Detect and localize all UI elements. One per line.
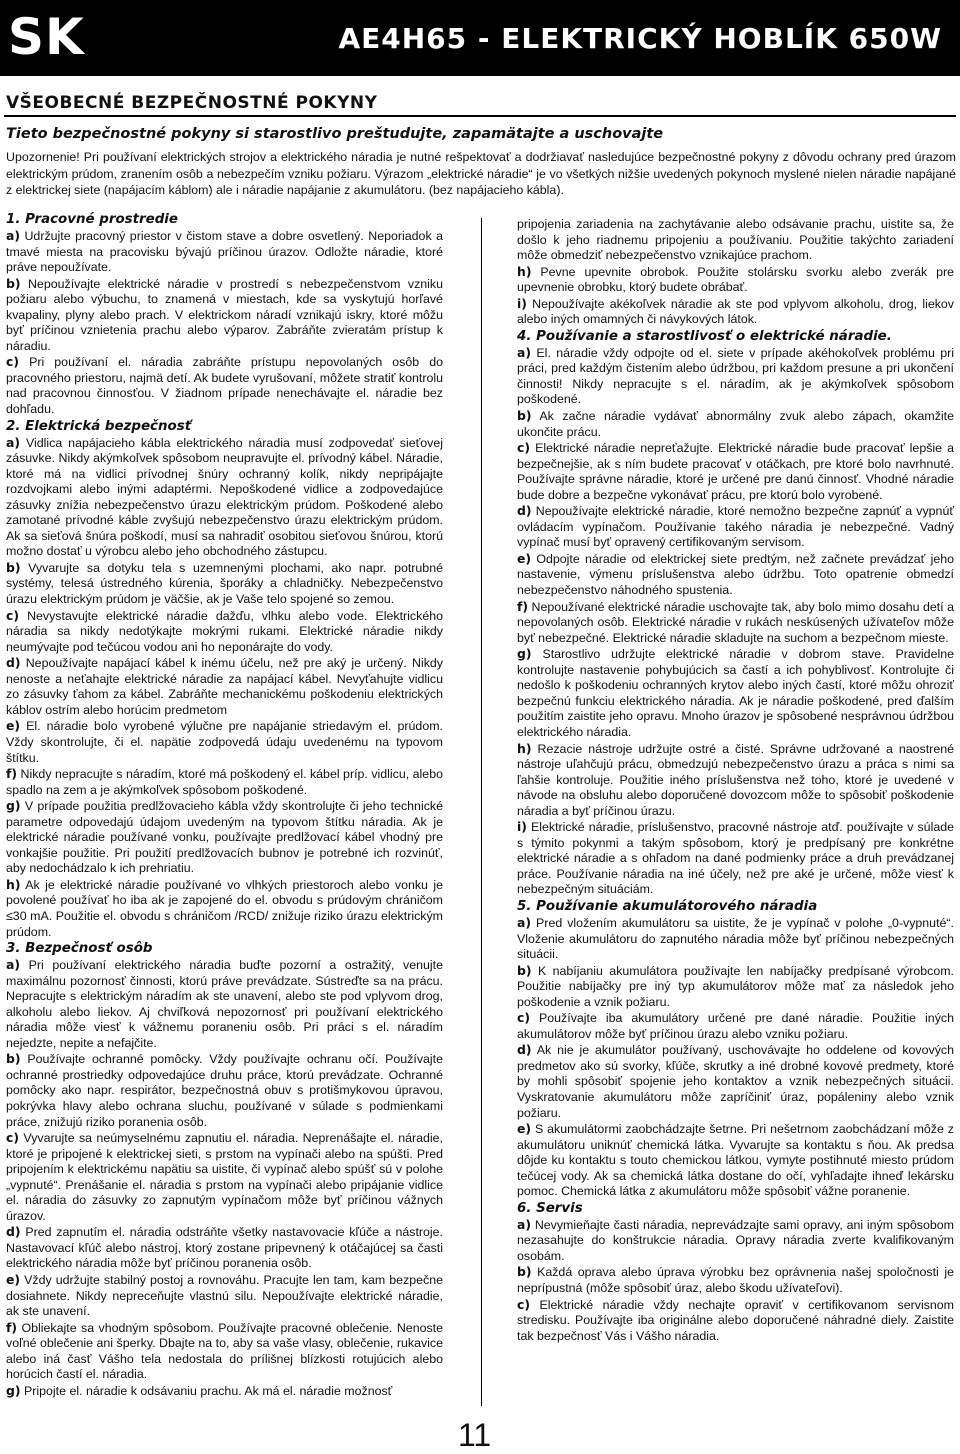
item-marker: b) [517,962,532,978]
item-text: Používajte ochranné pomôcky. Vždy používajte ochranu očí. Používajte ochranné prostriedky odpovedajúce druhu práce, ktorú prevádzate. Ochranné pomôcky ako napr. respirátor, bezpečnostná obuv s protišmykovou úpravou, pokrývka hlavy alebo ochrana sluchu, používané v súlade s podmienkami práce, znižujú riziko poranenia osôb. [6,1052,443,1129]
intro-paragraph: Upozornenie! Pri používaní elektrických strojov a elektrického náradia je nutné rešpektovať a dodržiavať nasledujúce bezpečnostné pokyny z dôvodu ochrany pred úrazom elektrickým prúdom, zranením osôb a nebezpečím vzniku požiaru. Výrazom „elektrické náradie“ je vo všetkých nižšie uvedených pokynoch myslené nielen náradie napájané z elektrickej siete (napájacím káblom) ale i náradie napájanie z akumulátoru. (bez napájacieho kábla). [6,150,956,197]
item-marker: f) [6,766,18,782]
instruction-item [6,560,443,608]
item-marker: g) [6,798,21,814]
instruction-item [517,1217,954,1265]
item-marker: f) [517,598,529,614]
instruction-item [517,963,954,1011]
section-heading: 1. Pracovné prostredie [6,212,178,227]
instruction-item [517,345,954,408]
item-marker: b) [6,1051,21,1067]
item-marker: h) [517,740,532,756]
item-marker: c) [517,1010,531,1026]
instruction-item [6,1130,443,1224]
item-marker: d) [517,1042,532,1058]
instruction-item [517,599,954,647]
item-marker: g) [517,646,532,662]
title-divider [4,115,956,117]
instruction-item [517,1010,954,1042]
item-text: Elektrické náradie nepreťažujte. Elektrické náradie bude pracovať lepšie a bezpečnejšie, ak s ním budete pracovať v otáčkach, pre ktoré bolo navrhnuté. Používajte správne náradie, ktoré je určené pre danú činnosť. Vhodné náradie bude dobre a bezpečne vykonávať prácu, pre ktorú bolo vyrobené. [517,441,954,502]
item-text: Obliekajte sa vhodným spôsobom. Používajte pracovné oblečenie. Nenoste voľné oblečenie ani šperky. Dbajte na to, aby sa vaše vlasy, oblečenie, rukavice alebo iná časť Vášho tela nedostala do prílišnej blízkosti rotujúcich alebo horúcich častí el. náradia. [6,1320,444,1382]
item-marker: e) [6,718,21,734]
item-text: Každá oprava alebo úprava výrobku bez oprávnenia našej spoločnosti je neprípustná (môže spôsobiť úraz, alebo škodu užívateľovi). [517,1265,954,1295]
item-marker: d) [6,655,21,671]
item-text: Pripojte el. náradie k odsávaniu prachu. Ak má el. náradie možnosť [24,1383,393,1398]
item-marker: b) [517,408,532,424]
section-heading: 5. Používanie akumulátorového náradia [517,898,818,914]
item-text: Vyvarujte sa neúmyselnému zapnutiu el. náradia. Neprenášajte el. náradie, ktoré je pripojené k elektrickej sieti, s prstom na vypínači alebo na spúšti. Pred pripojením k elektrickému napätiu sa uistite, či vypínač alebo spúšť sú v polohe „vypnuté“. Prenášanie el. náradia s prstom na vypínači alebo pripájanie vidlice el. náradia do zásuvky zo zapnutým vypínačom môže byť príčinou vážnych úrazov. [6,1131,443,1223]
item-text: Používajte iba akumulátory určené pre dané náradie. Použitie iných akumulátorov môže byť príčinou úrazu alebo vzniku požiaru. [517,1011,954,1041]
instruction-item [6,276,443,355]
item-text: Elektrické náradie vždy nechajte opraviť v certifikovanom servisnom stredisku. Používajte iba originálne alebo doporučené náhradné diely. Zaistite tak bezpečnosť Vás i Vášho náradia. [517,1297,954,1343]
instruction-item [517,503,954,551]
instruction-item [517,264,954,296]
instruction-item [517,1042,954,1121]
item-marker: a) [6,228,21,243]
item-text: Pri používaní el. náradia zabráňte prístupu nepovolaných osôb do pracovného priestoru, najmä detí. Ak budete vyrušovaní, môžete stratiť kontrolu nad pracovnou činnosťou. V žiadnom prípade nenechávajte el. náradie bez dohľadu. [6,355,443,417]
instruction-item [6,1051,443,1130]
section-heading: 2. Elektrická bezpečnosť [6,418,192,434]
instruction-item [517,217,954,264]
item-marker: a) [6,434,21,450]
item-marker: e) [517,1121,532,1137]
item-text: Nepoužívajte elektrické náradie v prostredí s nebezpečenstvom vzniku požiaru alebo výbuchu, to znamená v miestach, kde sa vyskytujú horľavé kvapaliny, plyny alebo prach. V elektrickom náradí vznikajú iskry, ktoré môžu byť príčinou vznietenia prachu alebo výparov. Zabráňte zvieratám prístup k náradiu. [6,276,443,353]
instruction-item [517,1297,954,1345]
instruction-item [517,741,954,820]
item-marker: g) [6,1382,21,1398]
language-code: SK [8,8,85,66]
instruction-item [6,718,443,766]
item-marker: b) [517,1264,532,1280]
item-text: Nevymieňajte časti náradia, neprevádzajte sami opravy, ani iným spôsobom nezasahujte do konštrukcie náradia. Opravy náradia zverte kvalifikovaným osobám. [517,1217,954,1263]
item-marker: b) [6,559,21,575]
item-marker: i) [517,819,527,835]
instruction-item [6,228,443,276]
item-text: pripojenia zariadenia na zachytávanie alebo odsávanie prachu, uistite sa, že došlo k jeho riadnemu pripojeniu a používaniu. Použitie takýchto zariadení môže obmedziť nebezpečenstvo vznikajúce prachom. [517,217,954,263]
item-text: Rezacie nástroje udržujte ostré a čisté. Správne udržované a naostrené nástroje uľahčujú prácu, obmedzujú nebezpečenstvo úrazu a práca s nimi sa ľahšie kontroluje. Použitie iného príslušenstva než toho, ktoré je uvedené v návode na obsluhu alebo doporučené dovozcom môže to spôsobiť poškodenie náradia a byť príčinou úrazu. [517,741,954,818]
item-text: Pri používaní elektrického náradia buďte pozorní a ostražitý, venujte maximálnu pozornosť činnosti, ktorú práve prevádzate. Sústreďte sa na prácu. Nepracujte s elektrickým náradím ak ste unavení, alebo ste pod vplyvom drog, alkoholu alebo liekov. Aj chviľková nepozornosť pri používaní elektrického náradia môže viesť k vážnemu poraneniu osôb. Pri práci s el. náradím nejedzte, nepite a nefajčite. [6,958,443,1050]
product-title: AE4H65 - ELEKTRICKÝ HOBLÍK 650W [338,22,942,55]
instruction-item [517,1264,954,1296]
item-marker: a) [517,1216,532,1232]
item-marker: d) [6,1224,21,1240]
section-heading: 4. Používanie a starostlivosť o elektrické náradie. [517,328,892,344]
item-text: Odpojte náradie od elektrickej siete predtým, než začnete prevádzať jeho nastavenie, výmenu príslušenstva alebo údržbu. Toto opatrenie obmedzí nebezpečenstvo náhodného spustenia. [517,551,954,598]
item-text: Pred zapnutím el. náradia odstráňte všetky nastavovacie kľúče a nástroje. Nastavovací kľúč alebo nástroj, ktorý zostane pripevnený k otáčajúcej sa časti elektrického náradia môže byť príčinou poranenia osôb. [6,1225,443,1271]
section-heading: 3. Bezpečnosť osôb [6,941,153,957]
item-text: K nabíjaniu akumulátora používajte len nabíjačky predpísané výrobcom. Použitie nabíjačky pre iný typ akumulátorov môže mať za následok jeho poškodenie a vznik požiaru. [517,963,954,1009]
item-marker: c) [517,440,531,456]
item-text: Pred vložením akumulátoru sa uistite, že je vypínač v polohe „0-vypnuté“. Vloženie akumulátoru do zapnutého náradia môže byť príčinou nebezpečných situácii. [517,915,954,962]
section-heading: 6. Servis [517,1200,583,1216]
instruction-item [517,408,954,440]
item-marker: d) [517,503,532,519]
instruction-item [6,1224,443,1272]
instruction-item [517,646,954,740]
item-marker: c) [517,1296,531,1312]
item-text: Nikdy nepracujte s náradím, ktoré má poškodený el. kábel príp. vidlicu, alebo spadlo na zem a je akýmkoľvek spôsobom poškodené. [6,767,443,797]
instruction-item [6,766,443,798]
instruction-item [6,1272,443,1320]
item-marker: a) [517,344,532,360]
item-text: Ak začne náradie vydávať abnormálny zvuk alebo zápach, okamžite ukončite prácu. [517,409,954,439]
item-text: El. náradie bolo vyrobené výlučne pre napájanie striedavým el. prúdom. Vždy skontrolujte, či el. napätie zodpovedá údaju uvedenému na typovom štítku. [6,719,443,765]
instruction-item [6,1320,443,1383]
instruction-item [6,877,443,940]
instruction-item [6,435,443,560]
instruction-item [6,798,443,877]
item-marker: a) [517,914,532,930]
item-text: El. náradie vždy odpojte od el. siete v prípade akéhokoľvek problému pri práci, pred každým čistením alebo údržbou, pri každom presune a pri ukončení činnosti! Nikdy nepracujte s el. náradím, ak je akýmkoľvek spôsobom poškodené. [517,345,954,407]
page-header [0,0,960,76]
item-text: Elektrické náradie, príslušenstvo, pracovné nástroje atď. používajte v súlade s týmito pokynmi a takým spôsobom, ktorý je predpísaný pre konkrétne elektrické náradie a s ohľadom na dané podmienky práce a druh prevádzanej práce. Používanie náradia na iné účely, než pre aké je určené, môže viesť k nebezpečným situáciám. [517,820,954,897]
item-text: Udržujte pracovný priestor v čistom stave a dobre osvetlený. Neporiadok a tmavé miesta na pracovisku bývajú príčinou úrazov. Odložte náradie, ktoré práve nepoužívate. [6,229,443,275]
column-divider [481,218,482,1406]
section-subtitle: Tieto bezpečnostné pokyny si starostlivo preštudujte, zapamätajte a uschovajte [6,126,664,142]
item-text: Nepoužívajte akékoľvek náradie ak ste pod vplyvom alkoholu, drog, liekov alebo iných omamných či návykových látok. [517,296,954,327]
left-column [6,211,443,1399]
item-marker: i) [517,295,527,311]
item-marker: e) [517,550,532,566]
item-text: S akumulátormi zaobchádzajte šetrne. Pri nešetrnom zaobchádzaní môže z akumulátoru uniknúť chemická látka. Vyvarujte sa kontaktu s ňou. Ak predsa dôjde ku kontaktu s touto chemickou látkou, vymyte postihnuté miesto prúdom tečúcej vody. Ak sa chemická látka dostane do očí, vyhľadajte ihneď lekársku pomoc. Chemická látka z akumulátoru môže spôsobiť vážne poranenie. [517,1122,954,1199]
item-text: Nepoužívajte napájací kábel k inému účelu, než pre aký je určený. Nikdy nenoste a neťahajte elektrické náradie za napájací kábel. Nevyťahujte vidlicu zo zásuvky ťahom za kábel. Zabráňte mechanickému poškodeniu elektrických káblov ostrím alebo horúcim predmetom [6,656,443,717]
item-text: Pevne upevnite obrobok. Použite stolársku svorku alebo zverák pre upevnenie obrobku, ktorý budete obrábať. [517,264,954,295]
instruction-item [6,655,443,718]
item-marker: c) [6,607,20,623]
item-text: Ak nie je akumulátor používaný, uschovávajte ho oddelene od kovových predmetov ako sú svorky, kľúče, skrutky a iné drobné kovové predmety, ktoré by mohli spôsobiť spojenie jeho kontaktov a vznik nebezpečných situácii. Vyskratovanie akumulátoru môže zapríčiniť úraz, popáleniny alebo vznik požiaru. [517,1043,955,1120]
page-number: 11 [458,1417,492,1453]
instruction-item [517,819,954,898]
instruction-item [517,551,954,599]
item-marker: e) [6,1272,21,1287]
item-text: V prípade použitia predlžovacieho kábla vždy skontrolujte či jeho technické parametre odpovedajú údajom uvedeným na typovom štítku náradia. Ak je elektrické náradie používané vonku, používajte predlžovací kábel vhodný pre vonkajšie použitie. Pri použití predlžovacích bubnov je potrebné ich rozvinúť, aby nedochádzalo k ich prehriatiu. [6,799,443,876]
item-text: Starostlivo udržujte elektrické náradie v dobrom stave. Pravidelne kontrolujte nastavenie pohybujúcich sa častí a ich pohyblivosť. Kontrolujte či nedošlo k poškodeniu ochranných krytov alebo iných častí, ktoré môžu ohroziť bezpečnú funkciu elektrického náradia. Ak je náradie poškodené, pred ďalším použitím zaistite jeho opravu. Mnoho úrazov je spôsobené nesprávnou údržbou elektrického náradia. [517,647,954,739]
item-text: Nepoužívané elektrické náradie uschovajte tak, aby bolo mimo dosahu detí a nepovolaných osôb. Elektrické náradie v rukách neskúsených užívateľov môže byť nebezpečné. Elektrické náradie skladujte na suchom a bezpečnom mieste. [517,599,954,645]
item-text: Nevystavujte elektrické náradie dažďu, vlhku alebo vode. Elektrického náradia sa nikdy nedotýkajte mokrými rukami. Elektrické náradie nikdy neumývajte pod tečúcou vodou ani ho neponárajte do vody. [6,608,443,654]
item-marker: f) [6,1319,18,1335]
instruction-item [517,296,954,328]
item-text: Vyvarujte sa dotyku tela s uzemnenými plochami, ako napr. potrubné systémy, telesá ústredného kúrenia, šporáky a chladničky. Nebezpečenstvo úrazu elektrickým prúdom je väčšie, ak je Vaše telo spojené so zemou. [6,560,443,607]
item-marker: c) [6,1130,20,1146]
instruction-item [517,1121,954,1200]
instruction-item [6,608,443,656]
instruction-item [517,440,954,503]
item-text: Ak je elektrické náradie používané vo vlhkých priestoroch alebo vonku je povolené používať ho iba ak je zapojené do el. obvodu s prúdovým chráničom ≤30 mA. Použitie el. obvodu s chráničom /RCD/ znižuje riziko úrazu elektrickým prúdom. [6,877,443,939]
item-text: Vždy udržujte stabilný postoj a rovnováhu. Pracujte len tam, kam bezpečne dosiahnete. Nikdy nepreceňujte vlastnú silu. Nepoužívajte elektrické náradie, ak ste unavení. [6,1273,443,1319]
item-marker: c) [6,354,20,370]
section-title: VŠEOBECNÉ BEZPEČNOSTNÉ POKYNY [6,93,378,113]
instruction-item [6,1383,443,1400]
item-marker: a) [6,957,21,973]
item-marker: h) [517,263,532,279]
item-marker: b) [6,275,21,291]
item-marker: h) [6,876,21,892]
right-column [517,217,954,1344]
instruction-item [6,957,443,1051]
item-text: Nepoužívajte elektrické náradie, ktoré nemožno bezpečne zapnúť a vypnúť ovládacím vypínačom. Používanie takého náradia je nebezpečné. Vadný vypínač musí byť opravený certifikovaným servisom. [517,504,954,550]
instruction-item [517,915,954,963]
item-text: Vidlica napájacieho kábla elektrického náradia musí zodpovedať sieťovej zásuvke. Nikdy akýmkoľvek spôsobom neupravujte el. prívodný kábel. Náradie, ktoré má na vidlici prívodnej šnúry ochranný kolík, nikdy nepripájajte rozdvojkami alebo inými adaptérmi. Nepoškodené vidlice a zodpovedajúce zásuvky znížia nebezpečenstvo úrazu elektrickým prúdom. Poškodené alebo zamotané prívodné káble zvyšujú nebezpečenstvo úrazu elektrickým prúdom. Ak sa sieťová šnúra poškodí, musí sa nahradiť osobitou sieťovou šnúrou, ktorú možno dostať u výrobcu alebo jeho obchodného zástupcu. [6,435,443,559]
instruction-item [6,354,443,417]
